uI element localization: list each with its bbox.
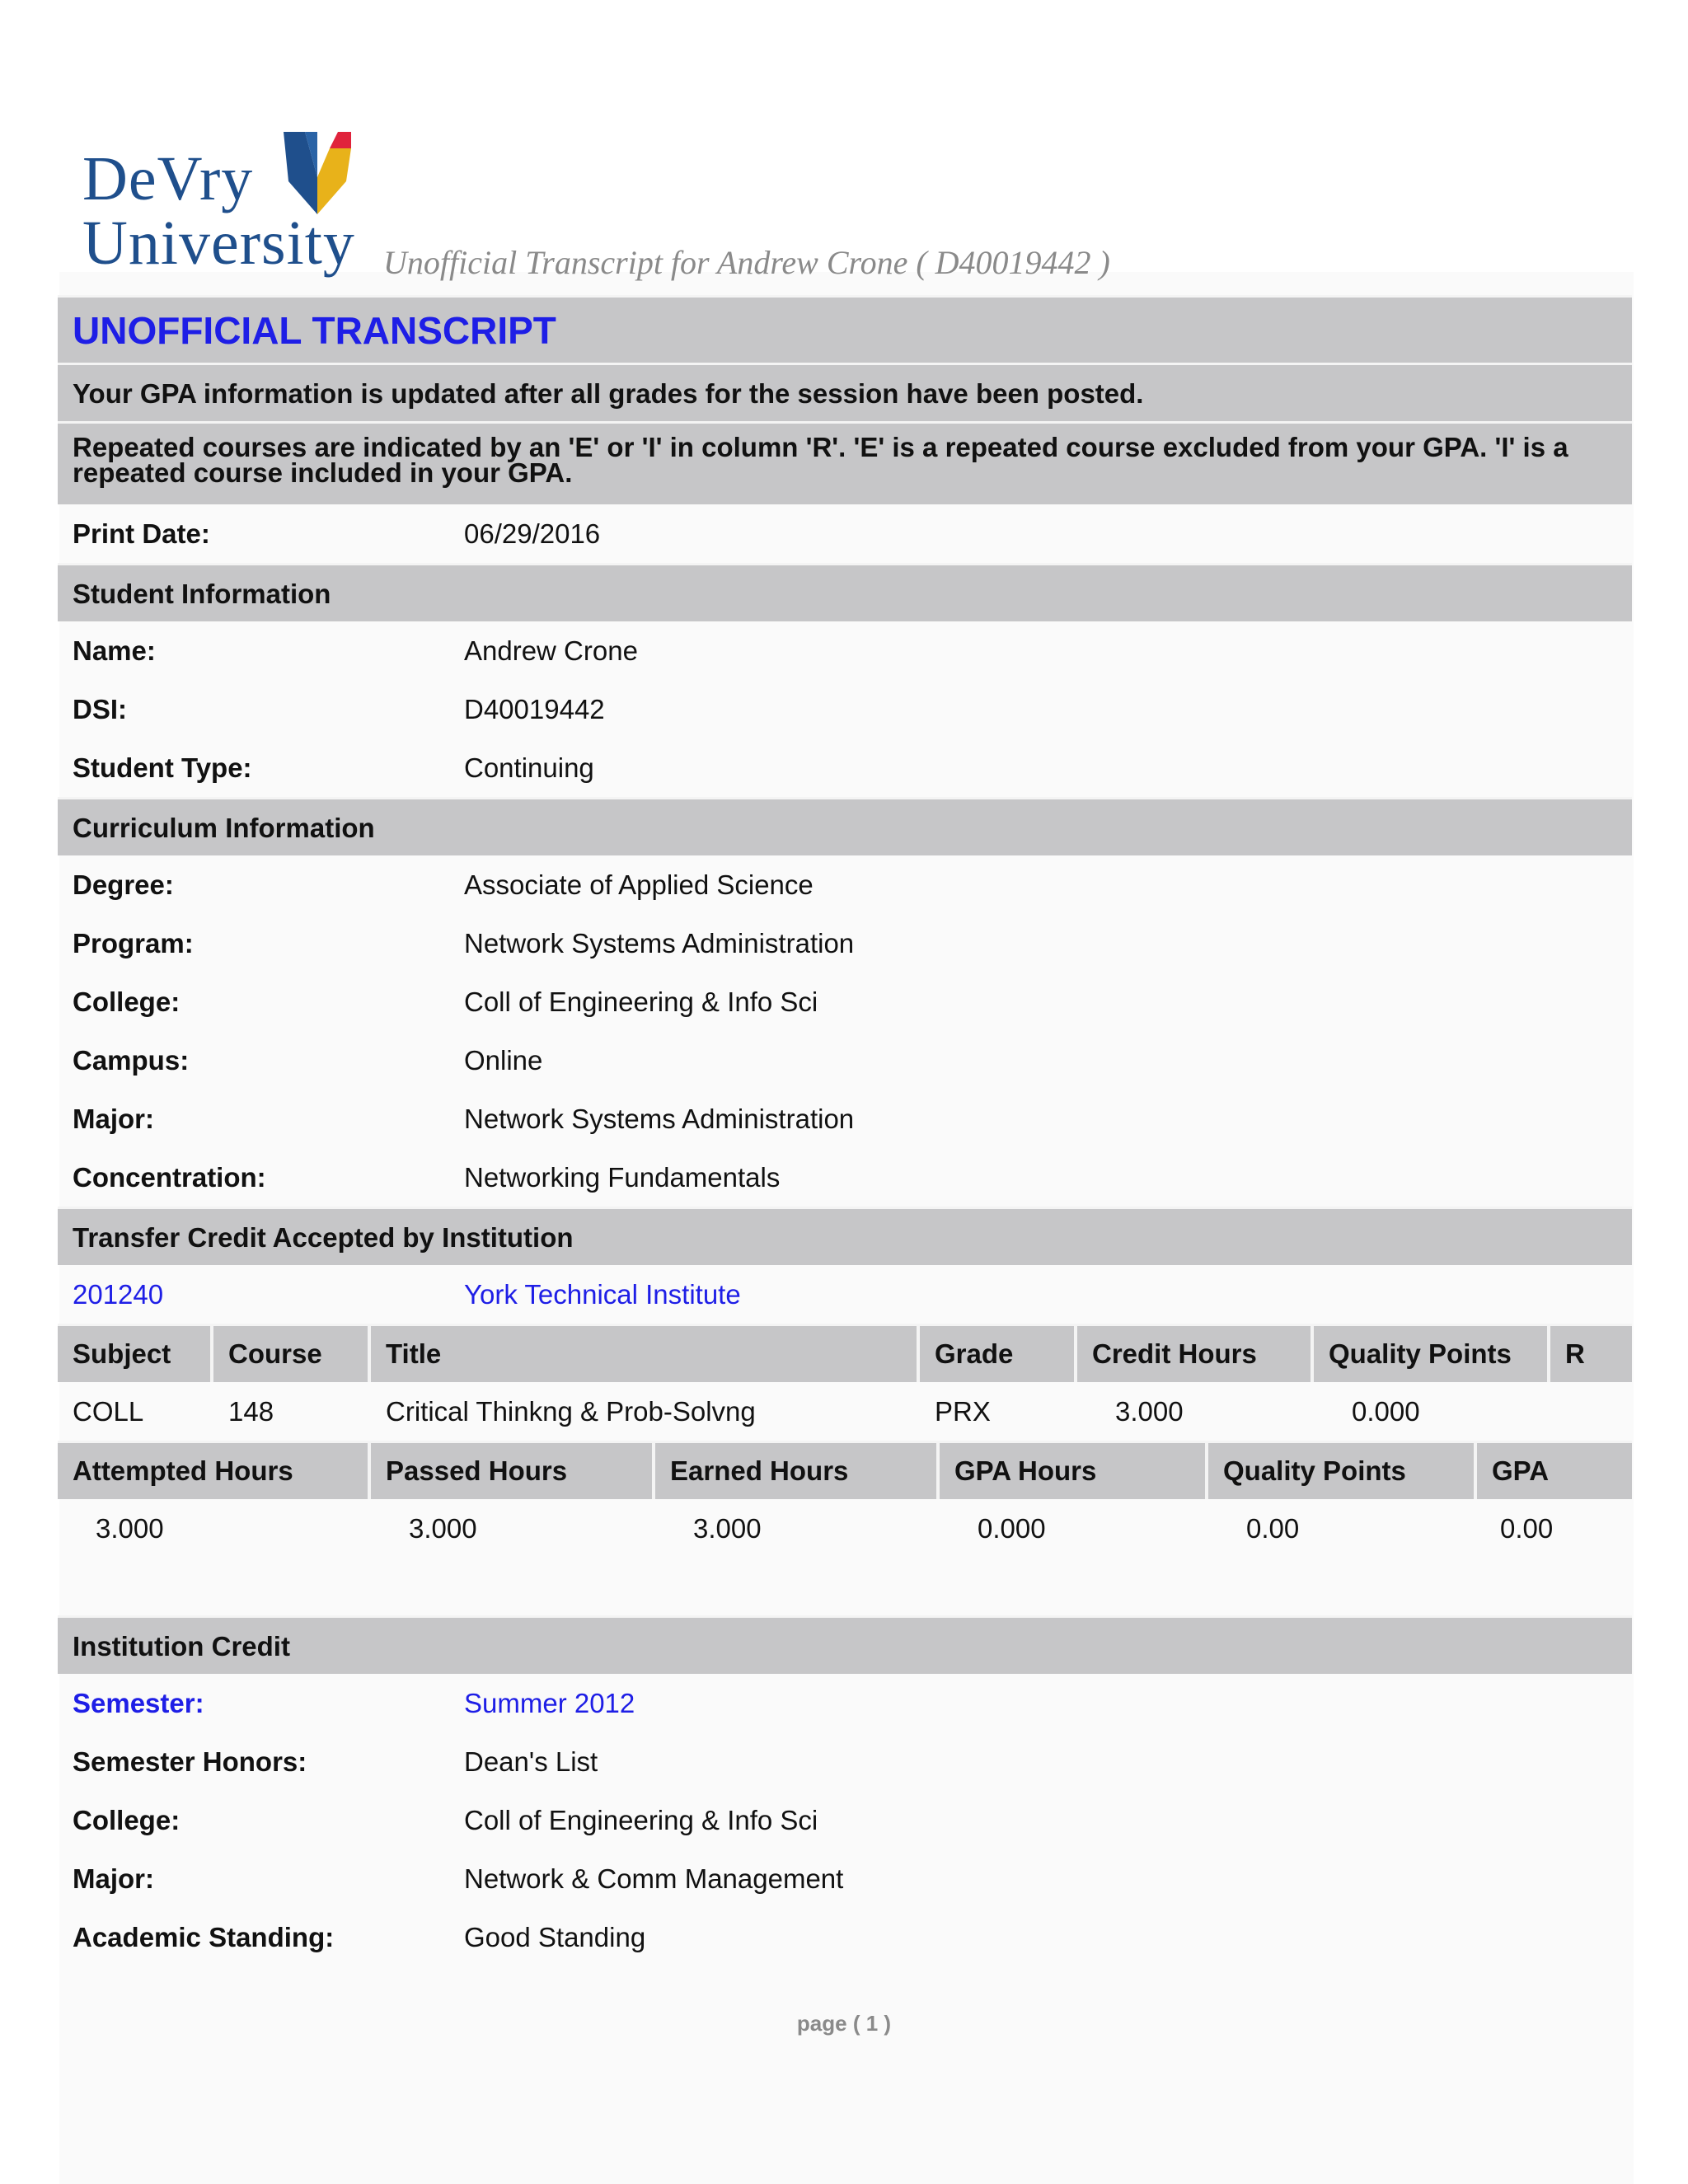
field-label: College: (73, 986, 181, 1017)
table-cell: 148 (228, 1395, 274, 1427)
column-header: R (1550, 1324, 1632, 1382)
logo-line-devry: DeVry (82, 144, 254, 213)
column-header: Passed Hours (371, 1441, 655, 1499)
field-label: Major: (73, 1863, 154, 1894)
field-label: Campus: (73, 1044, 190, 1076)
major-row (58, 1090, 1632, 1148)
field-label: Major: (73, 1103, 154, 1134)
field-value: Networking Fundamentals (464, 1161, 781, 1193)
totals-table-header (58, 1441, 1632, 1499)
column-header: Quality Points (1314, 1324, 1550, 1382)
field-value: Network Systems Administration (464, 1103, 855, 1134)
transfer-credit-heading: Transfer Credit Accepted by Institution (58, 1207, 1632, 1265)
column-header: Attempted Hours (58, 1441, 371, 1499)
field-value: Network Systems Administration (464, 927, 855, 958)
field-value: Good Standing (464, 1921, 646, 1952)
transfer-term-link[interactable]: 201240 (73, 1278, 164, 1310)
semester-row (58, 1674, 1632, 1732)
table-cell: 3.000 (409, 1512, 477, 1544)
table-cell: 0.000 (978, 1512, 1046, 1544)
field-label: Academic Standing: (73, 1921, 335, 1952)
field-label: DSI: (73, 693, 127, 724)
field-label: Degree: (73, 869, 174, 900)
table-cell: PRX (935, 1395, 991, 1427)
student-name-row (58, 621, 1632, 680)
column-header: Quality Points (1208, 1441, 1477, 1499)
column-header: Course (213, 1324, 371, 1382)
semester-honors-row (58, 1732, 1632, 1791)
college-row (58, 972, 1632, 1031)
repeat-notice: Repeated courses are indicated by an 'E' or 'I' in column 'R'. 'E' is a repeated course excluded from your GPA. 'I' is a repeated course included in your GPA. (58, 421, 1632, 504)
table-row (58, 1499, 1632, 1558)
table-cell: 0.00 (1500, 1512, 1554, 1544)
page-title: UNOFFICIAL TRANSCRIPT (58, 295, 1632, 363)
column-header: Grade (920, 1324, 1077, 1382)
semester-label: Semester: (73, 1687, 204, 1718)
transfer-institution-row (58, 1265, 1632, 1324)
field-value: Coll of Engineering & Info Sci (464, 986, 818, 1017)
table-cell: 3.000 (693, 1512, 762, 1544)
transcript-content (58, 295, 1632, 1966)
campus-row (58, 1031, 1632, 1090)
student-dsi-row (58, 680, 1632, 738)
print-date-label: Print Date: (73, 518, 210, 549)
table-cell: 3.000 (1115, 1395, 1184, 1427)
print-date-row (58, 504, 1632, 563)
table-cell: COLL (73, 1395, 144, 1427)
table-cell: 0.000 (1352, 1395, 1420, 1427)
institution-credit-heading: Institution Credit (58, 1615, 1632, 1674)
column-header: Subject (58, 1324, 213, 1382)
course-table-header (58, 1324, 1632, 1382)
table-cell: Critical Thinkng & Prob-Solvng (386, 1395, 756, 1427)
field-label: Name: (73, 635, 156, 666)
gpa-notice: Your GPA information is updated after all grades for the session have been posted. (58, 363, 1632, 421)
field-value: Online (464, 1044, 543, 1076)
program-row (58, 914, 1632, 972)
field-label: Student Type: (73, 752, 252, 783)
column-header: Credit Hours (1077, 1324, 1314, 1382)
shield-icon (280, 132, 354, 214)
table-cell (1550, 1382, 1632, 1441)
field-value: Andrew Crone (464, 635, 638, 666)
academic-standing-row (58, 1908, 1632, 1966)
semester-major-row (58, 1849, 1632, 1908)
print-date-value: 06/29/2016 (464, 518, 601, 549)
semester-college-row (58, 1791, 1632, 1849)
field-label: Semester Honors: (73, 1746, 307, 1777)
column-header: GPA (1477, 1441, 1632, 1499)
field-value: Coll of Engineering & Info Sci (464, 1804, 818, 1835)
student-type-row (58, 738, 1632, 797)
page-number: page ( 1 ) (796, 2011, 892, 2036)
field-value: Network & Comm Management (464, 1863, 844, 1894)
column-header: Title (371, 1324, 920, 1382)
field-value: Continuing (464, 752, 594, 783)
degree-row (58, 855, 1632, 914)
table-cell: 3.000 (96, 1512, 164, 1544)
field-value: D40019442 (464, 693, 605, 724)
field-label: Concentration: (73, 1161, 266, 1193)
curriculum-heading: Curriculum Information (58, 797, 1632, 855)
field-value: Associate of Applied Science (464, 869, 814, 900)
table-cell: 0.00 (1246, 1512, 1300, 1544)
semester-link[interactable]: Summer 2012 (464, 1687, 635, 1718)
field-value: Dean's List (464, 1746, 598, 1777)
table-row (58, 1382, 1632, 1441)
transfer-institution-link[interactable]: York Technical Institute (464, 1278, 741, 1310)
concentration-row (58, 1148, 1632, 1207)
transcript-subtitle: Unofficial Transcript for Andrew Crone ( D40019442 ) (383, 244, 1110, 281)
logo-line-university: University (82, 209, 355, 278)
column-header: GPA Hours (940, 1441, 1208, 1499)
field-label: Program: (73, 927, 194, 958)
devry-logo (82, 132, 354, 288)
column-header: Earned Hours (655, 1441, 940, 1499)
section-spacer (58, 1558, 1632, 1615)
page-header (82, 132, 1648, 288)
field-label: College: (73, 1804, 181, 1835)
student-info-heading: Student Information (58, 563, 1632, 621)
